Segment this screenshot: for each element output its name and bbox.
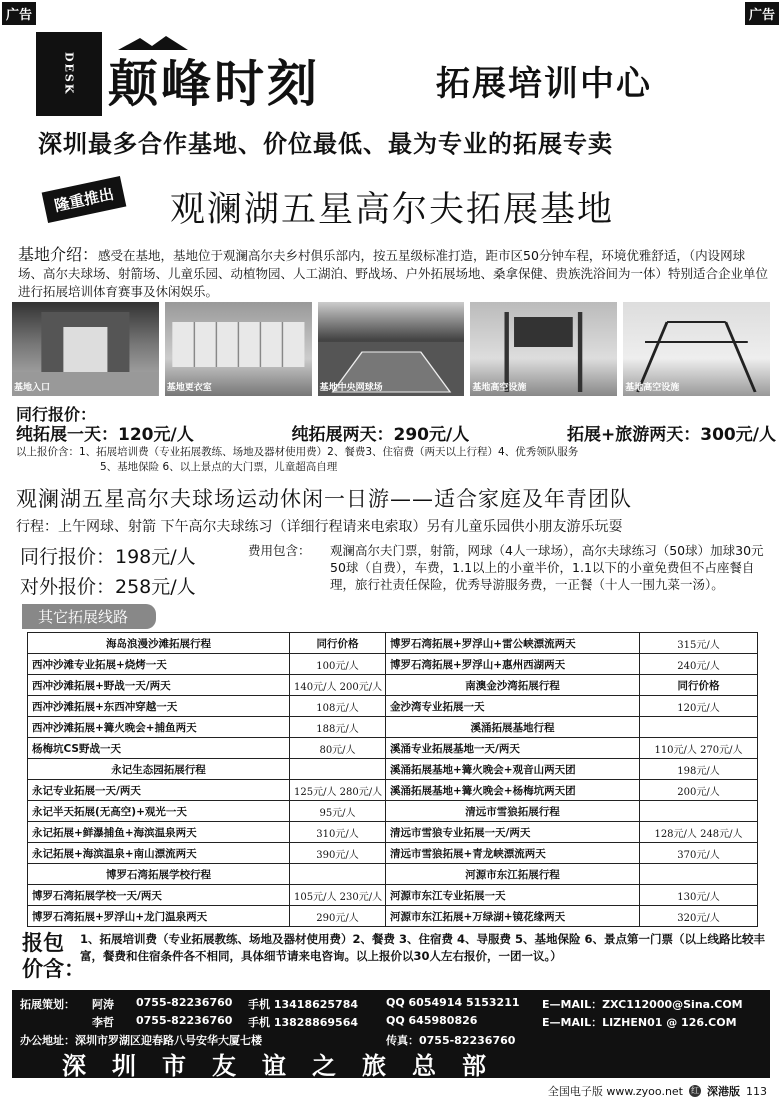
planner-2-qq: QQ 645980826 [386, 1014, 478, 1027]
table-price-cell: 198元/人 [640, 759, 758, 780]
photo-caption: 基地入口 [14, 383, 51, 393]
price-one-day: 纯拓展一天：120元/人 [16, 425, 194, 445]
table-price-cell: 140元/人 200元/人 [290, 675, 386, 696]
price-includes [16, 445, 756, 475]
planner-2-mobile: 手机 13828869564 [248, 1016, 359, 1029]
table-row [28, 633, 758, 654]
table-route-cell: 博罗石湾拓展学校一天/两天 [28, 885, 290, 906]
table-price-cell: 200元/人 [640, 780, 758, 801]
table-route-cell: 博罗石湾拓展+罗浮山+龙门温泉两天 [28, 906, 290, 927]
photo-caption: 基地高空设施 [625, 383, 680, 393]
photo-caption: 基地中央网球场 [319, 383, 383, 393]
photo-caption: 基地高空设施 [472, 383, 527, 393]
table-row [28, 864, 758, 885]
planner-2-email: E—MAIL：LIZHEN01 @ 126.COM [542, 1016, 737, 1029]
table-price-cell: 108元/人 [290, 696, 386, 717]
day-trip-peer-price: 同行报价：198元/人 [20, 546, 196, 568]
table-row [28, 822, 758, 843]
table-row [28, 843, 758, 864]
table-route-cell [290, 759, 386, 780]
table-route-cell: 永记专业拓展一天/两天 [28, 780, 290, 801]
ad-tag-left: 广告 [2, 2, 36, 25]
package-label-line-2: 价含： [22, 957, 85, 981]
table-route-cell: 河源市东江专业拓展一天 [386, 885, 640, 906]
table-row [28, 675, 758, 696]
planner-1-qq: QQ 6054914 5153211 [386, 996, 520, 1009]
price-two-day: 纯拓展两天：290元/人 [291, 425, 470, 445]
package-label-line-1: 报包 [22, 931, 64, 955]
table-route-cell: 清远市雪狼拓展+青龙峡漂流两天 [386, 843, 640, 864]
table-price-cell: 80元/人 [290, 738, 386, 759]
table-section-header: 同行价格 [640, 675, 758, 696]
table-row [28, 801, 758, 822]
organization-name: 深圳市友谊之旅总部 [62, 1052, 512, 1080]
fee-includes [248, 542, 768, 593]
table-route-cell: 西冲沙滩拓展+篝火晚会+捕鱼两天 [28, 717, 290, 738]
table-section-header: 博罗石湾拓展学校行程 [28, 864, 290, 885]
table-route-cell: 西冲沙滩专业拓展+烧烤一天 [28, 654, 290, 675]
table-price-cell: 390元/人 [290, 843, 386, 864]
brand-name: 颠峰时刻 [108, 55, 320, 113]
table-row [28, 717, 758, 738]
photo-strip [12, 302, 770, 396]
edition-info [548, 1083, 767, 1099]
table-price-cell: 95元/人 [290, 801, 386, 822]
photo-entrance [12, 302, 159, 396]
planner-2-name: 李哲 [92, 1016, 114, 1029]
table-route-cell: 金沙湾专业拓展一天 [386, 696, 640, 717]
table-price-cell: 110元/人 270元/人 [640, 738, 758, 759]
table-route-cell: 清远市雪狼专业拓展一天/两天 [386, 822, 640, 843]
table-row [28, 654, 758, 675]
table-price-cell: 188元/人 [290, 717, 386, 738]
photo-high-ropes-1 [470, 302, 617, 396]
table-price-cell: 315元/人 [640, 633, 758, 654]
price-tour-two-day: 拓展+旅游两天：300元/人 [567, 425, 776, 445]
table-row [28, 885, 758, 906]
table-route-cell: 溪涌拓展基地+篝火晚会+观音山两天团 [386, 759, 640, 780]
package-label [22, 930, 85, 982]
table-row [28, 906, 758, 927]
table-route-cell: 博罗石湾拓展+罗浮山+惠州西湖两天 [386, 654, 640, 675]
table-route-cell: 杨梅坑CS野战一天 [28, 738, 290, 759]
logo: DESK [36, 32, 102, 116]
table-price-cell: 105元/人 230元/人 [290, 885, 386, 906]
itinerary: 行程：上午网球、射箭 下午高尔夫球练习（详细行程请来电索取）另有儿童乐园供小朋友游乐玩耍 [16, 519, 623, 535]
table-price-cell: 120元/人 [640, 696, 758, 717]
table-row [28, 738, 758, 759]
planner-1-mobile: 手机 13418625784 [248, 998, 359, 1011]
peer-quote-heading: 同行报价： [16, 405, 97, 424]
table-price-cell: 310元/人 [290, 822, 386, 843]
day-trip-title: 观澜湖五星高尔夫球场运动休闲一日游——适合家庭及年青团队 [16, 487, 632, 511]
contact-footer [12, 990, 770, 1078]
table-price-cell: 290元/人 [290, 906, 386, 927]
table-price-cell: 130元/人 [640, 885, 758, 906]
table-price-cell: 240元/人 [640, 654, 758, 675]
planner-label: 拓展策划： [20, 998, 75, 1011]
table-route-cell [640, 801, 758, 822]
other-lines-tab: 其它拓展线路 [22, 604, 156, 629]
edition-site: 全国电子版 www.zyoo.net [547, 1085, 683, 1098]
edition-badge-icon: 红 [691, 1086, 699, 1095]
planner-1-email: E—MAIL：ZXC112000@Sina.COM [542, 998, 743, 1011]
table-route-cell [640, 717, 758, 738]
fee-text: 观澜高尔夫门票，射箭，网球（4人一球场），高尔夫球练习（50球）加球30元50球（自费），车费，1.1以上的小童半价，1.1以下的小童免费但不占座餐自理，旅行社责任保险，优秀导游服务费，一正餐（十人一围九菜一汤）。 [330, 543, 764, 592]
page-number: 113 [746, 1084, 767, 1098]
fee-label: 费用包含： [248, 543, 311, 558]
office-address: 办公地址：深圳市罗湖区迎春路八号安华大厦七楼 [20, 1034, 262, 1047]
intro-text: 感受在基地，基地位于观澜高尔夫乡村俱乐部内，按五星级标准打造，距市区50分钟车程，环境优雅舒适，（内设网球场、高尔夫球场、射箭场、儿童乐园、动植物园、人工湖泊、野战场、户外拓展场地、桑拿保健、贵族洗浴间为一体）特别适合企业单位进行拓展培训体育赛事及休闲娱乐。 [18, 248, 769, 299]
table-section-header: 同行价格 [290, 633, 386, 654]
includes-line-2: 5、基地保险 6、以上景点的大门票，儿童超高自理 [100, 461, 338, 473]
photo-tennis-court [318, 302, 465, 396]
day-trip-public-price: 对外报价：258元/人 [20, 576, 196, 598]
base-intro [18, 246, 770, 301]
table-section-header: 永记生态园拓展行程 [28, 759, 290, 780]
ad-tag-right: 广告 [745, 2, 779, 25]
brand-subtitle: 拓展培训中心 [436, 64, 652, 104]
table-route-cell: 博罗石湾拓展+罗浮山+雷公峡漂流两天 [386, 633, 640, 654]
slogan: 深圳最多合作基地、价位最低、最为专业的拓展专卖 [38, 130, 613, 158]
routes-table [27, 632, 758, 927]
package-includes: 1、拓展培训费（专业拓展教练、场地及器材使用费）2、餐费 3、住宿费 4、导服费 5、基地保险 6、景点第一门票（以上线路比较丰富，餐费和住宿条件各不相同，具体细节请来电咨询。以上报价以30人左右报价，一团一议。） [80, 932, 766, 963]
includes-line-1: 以上报价含：1、拓展培训费（专业拓展教练、场地及器材使用费）2、餐费3、住宿费（两天以上行程）4、优秀领队服务 [16, 446, 579, 458]
table-route-cell: 永记拓展+鲜瀑捕鱼+海滨温泉两天 [28, 822, 290, 843]
table-route-cell: 溪涌拓展基地+篝火晚会+杨梅坑两天团 [386, 780, 640, 801]
table-route-cell: 西冲沙滩拓展+东西冲穿越一天 [28, 696, 290, 717]
table-route-cell: 河源市东江拓展+万绿湖+镜花缘两天 [386, 906, 640, 927]
planner-1-tel: 0755-82236760 [136, 996, 233, 1009]
base-title: 观澜湖五星高尔夫拓展基地 [170, 190, 615, 230]
table-route-cell: 溪涌专业拓展基地一天/两天 [386, 738, 640, 759]
table-route-cell [640, 864, 758, 885]
table-section-header: 溪涌拓展基地行程 [386, 717, 640, 738]
table-price-cell: 100元/人 [290, 654, 386, 675]
table-row [28, 696, 758, 717]
table-route-cell: 西冲沙滩拓展+野战一天/两天 [28, 675, 290, 696]
table-price-cell: 125元/人 280元/人 [290, 780, 386, 801]
table-section-header: 清远市雪狼拓展行程 [386, 801, 640, 822]
table-price-cell: 128元/人 248元/人 [640, 822, 758, 843]
edition-version: 深港版 [707, 1085, 740, 1098]
table-section-header: 河源市东江拓展行程 [386, 864, 640, 885]
planner-2-tel: 0755-82236760 [136, 1014, 233, 1027]
table-price-cell: 370元/人 [640, 843, 758, 864]
table-route-cell: 永记拓展+海滨温泉+南山漂流两天 [28, 843, 290, 864]
table-section-header: 南澳金沙湾拓展行程 [386, 675, 640, 696]
table-price-cell: 320元/人 [640, 906, 758, 927]
table-route-cell [290, 864, 386, 885]
fax: 传真：0755-82236760 [386, 1034, 516, 1047]
photo-locker-room [165, 302, 312, 396]
table-row [28, 780, 758, 801]
planner-1-name: 阿涛 [92, 998, 114, 1011]
photo-high-ropes-2 [623, 302, 770, 396]
table-row [28, 759, 758, 780]
base-prices [16, 420, 776, 445]
table-section-header: 海岛浪漫沙滩拓展行程 [28, 633, 290, 654]
intro-lead: 基地介绍： [18, 245, 99, 264]
featured-ribbon: 隆重推出 [42, 176, 127, 223]
photo-caption: 基地更衣室 [166, 383, 212, 393]
table-route-cell: 永记半天拓展(无高空)+观光一天 [28, 801, 290, 822]
